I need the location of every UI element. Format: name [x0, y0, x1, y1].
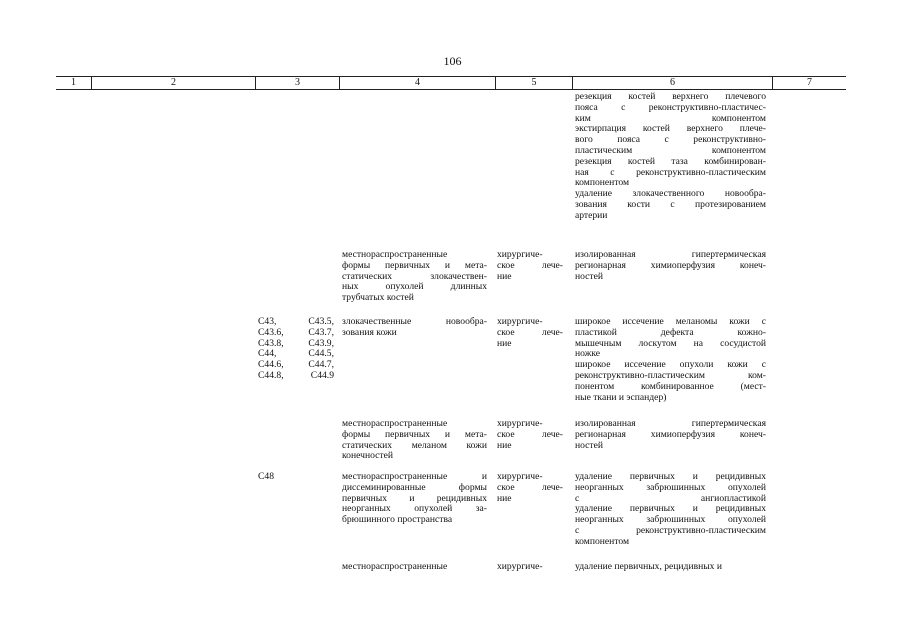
- diagnosis-cell: [342, 250, 487, 304]
- cell-text-line: изолированная гипертермическая: [575, 418, 766, 429]
- column-header-6: 6: [572, 77, 772, 89]
- cell-text-line: хирургиче-: [497, 418, 543, 429]
- treatment-method-cell: [575, 317, 766, 403]
- treatment-type-cell: [497, 250, 563, 282]
- cell-text-line: статических злокачествен-: [342, 270, 487, 282]
- cell-text-line: C44.6, C44.7,: [258, 359, 334, 371]
- cell-text-line: ское лече-: [497, 259, 563, 271]
- treatment-method-cell: [575, 92, 766, 222]
- cell-text-line: статических меланом кожи: [342, 439, 487, 451]
- cell-text-line: местнораспространенные и: [342, 471, 487, 482]
- treatment-method-cell: [575, 250, 766, 282]
- cell-text-line: брюшинного пространства: [342, 514, 453, 526]
- cell-text-line: ная с реконструктивно-пластическим: [575, 166, 766, 178]
- cell-text-line: компонентом: [575, 177, 630, 189]
- cell-text-line: с реконструктивно-пластическим: [575, 524, 766, 536]
- treatment-type-cell: [497, 419, 563, 451]
- cell-text-line: ние: [497, 492, 512, 504]
- cell-text-line: реконструктивно-пластическим ком-: [575, 369, 766, 381]
- cell-text-line: компонентом: [575, 535, 630, 547]
- icd-code-cell: [258, 317, 334, 382]
- cell-text-line: широкое иссечение опухоли кожи с: [575, 359, 766, 371]
- diagnosis-cell: [342, 317, 487, 339]
- cell-text-line: пластическим компонентом: [575, 144, 766, 156]
- cell-text-line: зования кожи: [342, 326, 397, 338]
- table-column-header-row: [56, 76, 846, 90]
- cell-text-line: регионарная химиоперфузия конеч-: [575, 259, 766, 271]
- treatment-type-cell: [497, 562, 563, 573]
- column-header-1: 1: [71, 77, 76, 88]
- cell-text-line: удаление злокачественного новообра-: [575, 188, 766, 200]
- cell-text-line: хирургиче-: [497, 471, 543, 482]
- column-header-5: 5: [495, 77, 572, 89]
- cell-text-line: C43.8, C43.9,: [258, 337, 334, 349]
- cell-text-line: ское лече-: [497, 428, 563, 440]
- cell-text-line: ское лече-: [497, 481, 563, 493]
- column-header-4: 4: [339, 77, 495, 89]
- cell-text-line: резекция костей верхнего плечевого: [575, 91, 766, 102]
- cell-text-line: ные ткани и эспандер): [575, 391, 667, 403]
- cell-text-line: неорганных опухолей за-: [342, 503, 487, 515]
- cell-text-line: удаление первичных и рецидивных: [575, 503, 766, 515]
- cell-text-line: ким компонентом: [575, 112, 766, 124]
- cell-text-line: ножке: [575, 348, 601, 360]
- diagnosis-cell: [342, 562, 487, 573]
- cell-text-line: пластикой дефекта кожно-: [575, 326, 766, 338]
- cell-text-line: ние: [497, 439, 512, 451]
- cell-text-line: хирургиче-: [497, 561, 543, 572]
- cell-text-line: конечностей: [342, 450, 393, 462]
- icd-code-cell: [258, 472, 334, 483]
- cell-text-line: понентом комбинированное (мест-: [575, 380, 766, 392]
- cell-text-line: C44.8, C44.9: [258, 369, 334, 381]
- cell-text-line: зования кости с протезированием: [575, 198, 766, 210]
- column-header-7: 7: [772, 77, 846, 89]
- treatment-method-cell: [575, 419, 766, 451]
- cell-text-line: вого пояса с реконструктивно-: [575, 134, 766, 146]
- treatment-method-cell: [575, 562, 766, 573]
- cell-text-line: пояса с реконструктивно-пластичес-: [575, 101, 766, 113]
- cell-text-line: хирургиче-: [497, 249, 543, 260]
- cell-text-line: широкое иссечение меланомы кожи с: [575, 316, 766, 327]
- column-header-2: 2: [91, 77, 255, 89]
- cell-text-line: злокачественные новообра-: [342, 316, 487, 327]
- cell-text-line: удаление первичных и рецидивных: [575, 471, 766, 482]
- cell-text-line: хирургиче-: [497, 316, 543, 327]
- cell-text-line: C43, C43.5,: [258, 316, 334, 327]
- cell-text-line: ностей: [575, 439, 604, 451]
- cell-text-line: регионарная химиоперфузия конеч-: [575, 428, 766, 440]
- cell-text-line: неорганных забрюшинных опухолей: [575, 514, 766, 526]
- treatment-type-cell: [497, 472, 563, 504]
- diagnosis-cell: [342, 472, 487, 526]
- cell-text-line: C44, C44.5,: [258, 348, 334, 360]
- cell-text-line: экстирпация костей верхнего плече-: [575, 123, 766, 135]
- cell-text-line: ние: [497, 270, 512, 282]
- cell-text-line: C48: [258, 471, 274, 482]
- cell-text-line: C43.6, C43.7,: [258, 326, 334, 338]
- cell-text-line: трубчатых костей: [342, 292, 414, 304]
- cell-text-line: неорганных забрюшинных опухолей: [575, 481, 766, 493]
- cell-text-line: мышечным лоскутом на сосудистой: [575, 337, 766, 349]
- cell-text-line: удаление первичных, рецидивных и: [575, 561, 723, 572]
- cell-text-line: местнораспространенные: [342, 418, 448, 429]
- treatment-type-cell: [497, 317, 563, 349]
- treatment-method-cell: [575, 472, 766, 548]
- page-number: 106: [443, 54, 462, 68]
- cell-text-line: с ангиопластикой: [575, 492, 766, 504]
- cell-text-line: ностей: [575, 270, 604, 282]
- cell-text-line: резекция костей таза комбинирован-: [575, 155, 766, 167]
- cell-text-line: местнораспространенные: [342, 249, 448, 260]
- cell-text-line: первичных и рецидивных: [342, 492, 487, 504]
- cell-text-line: артерии: [575, 209, 608, 221]
- cell-text-line: изолированная гипертермическая: [575, 249, 766, 260]
- cell-text-line: местнораспространенные: [342, 561, 448, 572]
- cell-text-line: диссеминированные формы: [342, 481, 487, 493]
- cell-text-line: ние: [497, 337, 512, 349]
- column-header-3: 3: [255, 77, 339, 89]
- cell-text-line: формы первичных и мета-: [342, 259, 487, 271]
- cell-text-line: ных опухолей длинных: [342, 281, 487, 293]
- diagnosis-cell: [342, 419, 487, 462]
- cell-text-line: ское лече-: [497, 326, 563, 338]
- cell-text-line: формы первичных и мета-: [342, 428, 487, 440]
